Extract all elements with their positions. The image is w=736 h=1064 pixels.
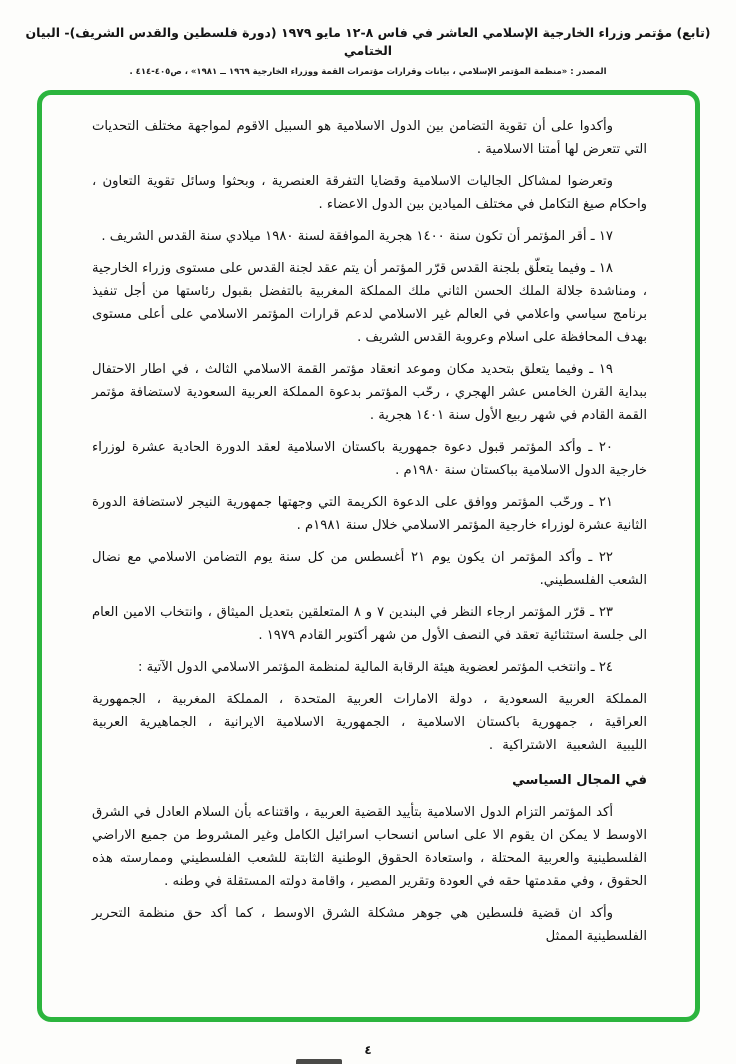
document-source: المصدر : «منظمة المؤتمر الإسلامي ، بيانات وقرارات مؤتمرات القمة ووزراء الخارجية ١٩٦٩ ــ ١٩٨١» ، ص٤٠٥-٤١٤ . (129, 67, 607, 77)
paragraph-item-18: ١٨ ـ وفيما يتعلّق بلجنة القدس قرّر المؤتمر أن يتم عقد لجنة القدس على مستوى وزراء الخارجية ، ومناشدة جلالة الملك الحسن الثاني ملك المملكة المغربية بالتفضل بقبول رئاستها من أجل تنفيذ برنامج سياسي واعلامي في العالم غير الاسلامي لدعم قرارات المؤتمر الاسلامي على أعلى مستوى بهدف المحافظة على اسلام وعروبة القدس الشريف . (92, 261, 647, 345)
paragraph-item-17: ١٧ ـ أقر المؤتمر أن تكون سنة ١٤٠٠ هجرية الموافقة لسنة ١٩٨٠ ميلادي سنة القدس الشريف . (101, 229, 613, 244)
paragraph-item-20: ٢٠ ـ وأكد المؤتمر قبول دعوة جمهورية باكستان الاسلامية لعقد الدورة الحادية عشرة لوزراء خارجية الدول الاسلامية بباكستان سنة ١٩٨٠م . (92, 440, 647, 478)
document-title: (تابع) مؤتمر وزراء الخارجية الإسلامي العاشر في فاس ٨-١٢ مايو ١٩٧٩ (دورة فلسطين والقدس الشريف)- البيان الختامي (25, 25, 711, 58)
paragraph-palestine-core: وأكد ان قضية فلسطين هي جوهر مشكلة الشرق الاوسط ، كما أكد حق منظمة التحرير الفلسطينية الممثل (92, 906, 647, 944)
paragraph-item-24: ٢٤ ـ وانتخب المؤتمر لعضوية هيئة الرقابة المالية لمنظمة المؤتمر الاسلامي الدول الآتية : (137, 660, 613, 675)
paragraph-item-22: ٢٢ ـ وأكد المؤتمر ان يكون يوم ٢١ أغسطس من كل سنة يوم التضامن الاسلامي مع نضال الشعب الفلسطيني. (92, 550, 647, 588)
paragraph-member-states: المملكة العربية السعودية ، دولة الامارات العربية المتحدة ، المملكة المغربية ، الجمهورية العراقية ، جمهورية باكستان الاسلامية ، الجمهورية الاسلامية الايرانية ، الجماهيرية العربية الليبية الشعبية الاشتراكية . (92, 692, 647, 753)
paragraph-item-21: ٢١ ـ ورحّب المؤتمر ووافق على الدعوة الكريمة التي وجهتها جمهورية النيجر لاستضافة الدورة الثانية عشرة لوزراء خارجية المؤتمر الاسلامي خلال سنة ١٩٨١م . (92, 495, 647, 533)
paragraph-political-commitment: أكد المؤتمر التزام الدول الاسلامية بتأييد القضية العربية ، واقتناعه بأن السلام العادل في الشرق الاوسط لا يمكن ان يقوم الا على اساس انسحاب اسرائيل الكامل وغير المشروط من جميع الاراضي الفلسطينية والعربية المحتلة ، واستعادة الحقوق الوطنية الثابتة للشعب الفلسطيني وممارسته هذه الحقوق ، وفي مقدمتها حقه في العودة وتقرير المصير ، واقامة دولته المستقلة في وطنه . (92, 805, 647, 889)
scan-artifact (296, 1059, 342, 1064)
paragraph-item-23: ٢٣ ـ قرّر المؤتمر ارجاء النظر في البندين ٧ و ٨ المتعلقين بتعديل الميثاق ، وانتخاب الامين العام الى جلسة استثنائية تعقد في النصف الأول من شهر أكتوبر القادم ١٩٧٩ . (92, 605, 647, 643)
paragraph-item-19: ١٩ ـ وفيما يتعلق بتحديد مكان وموعد انعقاد مؤتمر القمة الاسلامي الثالث ، في اطار الاحتفال ببداية القرن الخامس عشر الهجري ، رحّب المؤتمر بدعوة المملكة العربية السعودية لاستضافة مؤتمر القمة القادم في شهر ربيع الأول سنة ١٤٠١ هجرية . (92, 362, 647, 423)
paragraph-communities: وتعرضوا لمشاكل الجاليات الاسلامية وقضايا التفرقة العنصرية ، وبحثوا وسائل تقوية التعاون ، واحكام صيغ التكامل في مختلف الميادين بين الدول الاعضاء . (92, 174, 647, 212)
document-header (0, 0, 736, 77)
document-body (42, 95, 695, 948)
page-number: ٤ (364, 1043, 372, 1057)
section-heading-political: في المجال السياسي (512, 773, 647, 788)
content-border-box (37, 90, 700, 1022)
paragraph-solidarity: وأكدوا على أن تقوية التضامن بين الدول الاسلامية هو السبيل الاقوم لمواجهة مختلف التحديات التي تتعرض لها أمتنا الاسلامية . (92, 119, 647, 157)
